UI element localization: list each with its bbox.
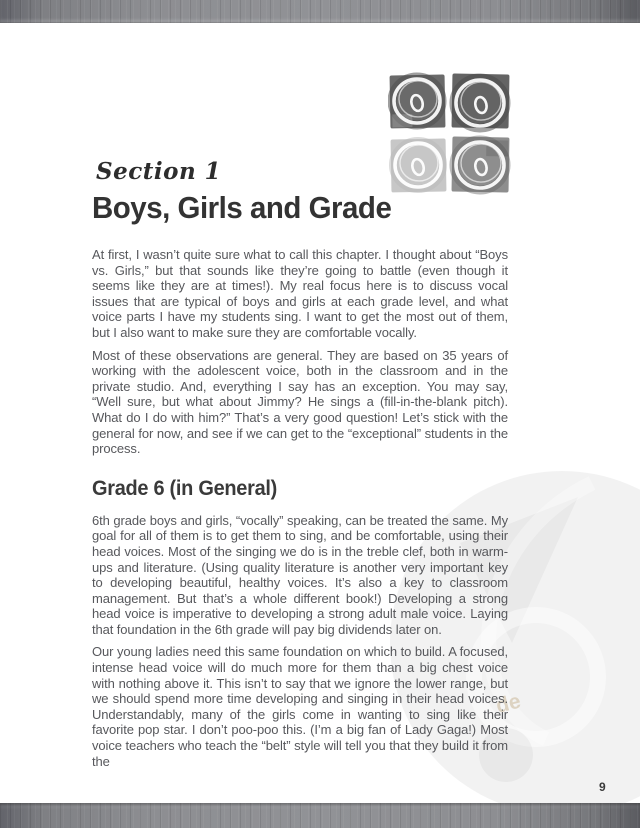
section-label: Section 1 <box>96 158 222 185</box>
grade6-paragraph-1: 6th grade boys and girls, “vocally” speaking, can be treated the same. My goal for all of them is to get them to sing, and be comfortable, using their head voices. Most of the singing we do is in the treble clef, both in warm-ups and literature. (Using quality literature is another very important key to developing beautiful, healthy voices. It’s also a key to classroom management. But that’s a whole different book!) Developing a strong head voice is imperative to developing a strong adult male voice. Laying that foundation in the 6th grade will pay big dividends later on. <box>92 512 508 637</box>
body-text-column <box>92 247 508 776</box>
page-border-bottom <box>0 803 640 828</box>
grade6-paragraph-2: Our young ladies need this same foundation on which to build. A focused, intense head voice will do much more for them than a big chest voice with nothing above it. This isn’t to say that we ignore the lower range, but we should spend more time developing and singing in their head voices. Understandably, many of the girls come in wanting to sing like their favorite pop star. I don’t poo-poo this. (I’m a big fan of Lady Gaga!) Most voice teachers who teach the “belt” style will tell you that they build it from the <box>92 644 508 769</box>
page-border-top <box>0 0 640 23</box>
ink-circle-bottom-left-icon <box>391 139 447 193</box>
subheading-grade-6: Grade 6 (in General) <box>92 476 277 500</box>
intro-paragraph-2: Most of these observations are general. They are based on 35 years of working with the adolescent voice, both in the classroom and in the private studio. And, everything I say has an exception. You may say, “Well sure, but what about Jimmy? He sings a (fill-in-the-blank pitch). What do I do with him?” That’s a very good question! Let’s stick with the general for now, and see if we can get to the “exceptional” students in the process. <box>92 347 508 457</box>
chapter-title: Boys, Girls and Grade <box>92 190 392 225</box>
page-number: 9 <box>599 780 606 794</box>
intro-paragraph-1: At first, I wasn’t quite sure what to call this chapter. I thought about “Boys vs. Girls,” but that sounds like they’re going to battle (even though it seems like they are at times!). My real focus here is to discuss vocal issues that are typical of boys and girls at each grade level, and what voice parts I have my students sing. I want to get the most out of them, but I also want to make sure they are comfortable vocally. <box>92 247 508 340</box>
watermark-text-fragment: de <box>493 689 523 718</box>
ink-circle-top-right-icon <box>452 74 510 129</box>
chapter-artwork <box>388 72 512 197</box>
ink-circle-bottom-right-icon <box>452 137 510 193</box>
ink-circle-top-left-icon <box>390 75 446 129</box>
